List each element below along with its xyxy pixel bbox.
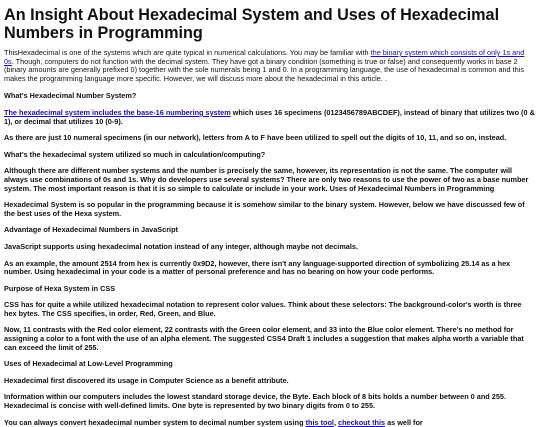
page-title: An Insight About Hexadecimal System and Uses of Hexadecimal Numbers in Programming — [4, 6, 500, 42]
heading-low-level: Uses of Hexadecimal at Low-Level Programming — [4, 359, 173, 369]
heading-javascript: Advantage of Hexadecimal Numbers in JavaScript — [4, 225, 178, 235]
paragraph-javascript-support: JavaScript supports using hexadecimal notation instead of any integer, although maybe not decimals. — [4, 241, 358, 251]
intro-text-start: ThisHexadecimal is one of the systems which are quite typical in numerical calculations. You may be familiar with — [4, 48, 371, 57]
this-tool-link[interactable]: this tool — [305, 417, 334, 427]
paragraph-javascript-example: As an example, the amount 2514 from hex is currently 0x9D2, however, there isn't any language-supported direction of symbolizing 25.14 as a hex number. Using hexadecimal in your code is a matter of personal preference and has no bearing on how your code performs. — [4, 258, 511, 277]
base16-text: which uses 16 specimens (0123456789ABCDEF), instead of binary that utilizes two (0 & 1), or decimal that utilizes 10 (0-9). — [4, 107, 535, 126]
convert-text-end: as well for — [385, 417, 423, 427]
intro-paragraph — [4, 49, 535, 83]
paragraph-low-level-usage: Hexadecimal first discovered its usage in Computer Science as a benefit attribute. — [4, 375, 289, 385]
convert-text-start: You can always convert hexadecimal number system to decimal number system using — [4, 417, 306, 427]
heading-why-hex: What's the hexadecimal system utilized so much in calculation/computing? — [4, 149, 266, 159]
paragraph-bytes: Information within our computers includes the lowest standard storage device, the Byte. Each block of 8 bits holds a number between 0 and 255. Hexadecimal is concise with well-defined limits. One byte is represented by two binary digits from 0 to 255. — [4, 392, 506, 411]
convert-text-mid: , — [333, 417, 339, 427]
paragraph-numeral-specimens: As there are just 10 numeral specimens (in our network), letters from A to F have been utilized to spell out the digits of 10, 11, and so on, instead. — [4, 133, 507, 143]
binary-system-link[interactable]: the binary system which consists of only 1s and 0s — [4, 48, 525, 66]
paragraph-css-colors: CSS has for quite a while utilized hexadecimal notation to represent color values. Think about these selectors: The background-color's worth is three hex bytes. The CSS specifies, in order, Red, Green, and Blue. — [4, 300, 522, 318]
base16-link[interactable]: The hexadecimal system includes the base-16 numbering system — [4, 107, 231, 117]
paragraph-css-elements: Now, 11 contrasts with the Red color element, 22 contrasts with the Green color element, and 33 into the Blue color element. There's no method for assigning a color to a font with the use of an alpha element. The suggested CSS4 Draft 1 includes a suggestion that makes alpha worth a variable that can exceed the limit of 255. — [4, 325, 524, 352]
paragraph-hex-popular: Hexadecimal System is so popular in the programming because it is somehow similar to the binary system. However, below we have discussed few of the best uses of the Hexa system. — [4, 200, 525, 218]
heading-what-is-hex: What's Hexadecimal Number System? — [4, 91, 137, 101]
intro-text-end: . Though, computers do not function with the decimal system. They have got a binary condition (something is true or false) and consequently works in base 2 (binary amounts are generally prefixed 0) together with the sole numerals being 1 and 0. In a programming language, the use of hexadecimal is common and this makes the programming language more specific. However, we will discuss more about the hexadecimal in this article. . — [4, 56, 524, 83]
checkout-this-link[interactable]: checkout this — [338, 417, 386, 427]
heading-css: Purpose of Hexa System in CSS — [4, 283, 116, 293]
paragraph-base16 — [4, 109, 535, 126]
paragraph-convert-tool — [4, 419, 535, 427]
paragraph-number-systems: Although there are different number systems and the number is precisely the same, however, its representation is not the same. The computer will always use combinations of 0s and 1s. Why do developers use several systems? There are only two reasons to use the power of two as a base number system. The most important reason is that it is so simple to calculate or include in your work. Uses of Hexadecimal Numbers in Programming — [4, 166, 529, 193]
